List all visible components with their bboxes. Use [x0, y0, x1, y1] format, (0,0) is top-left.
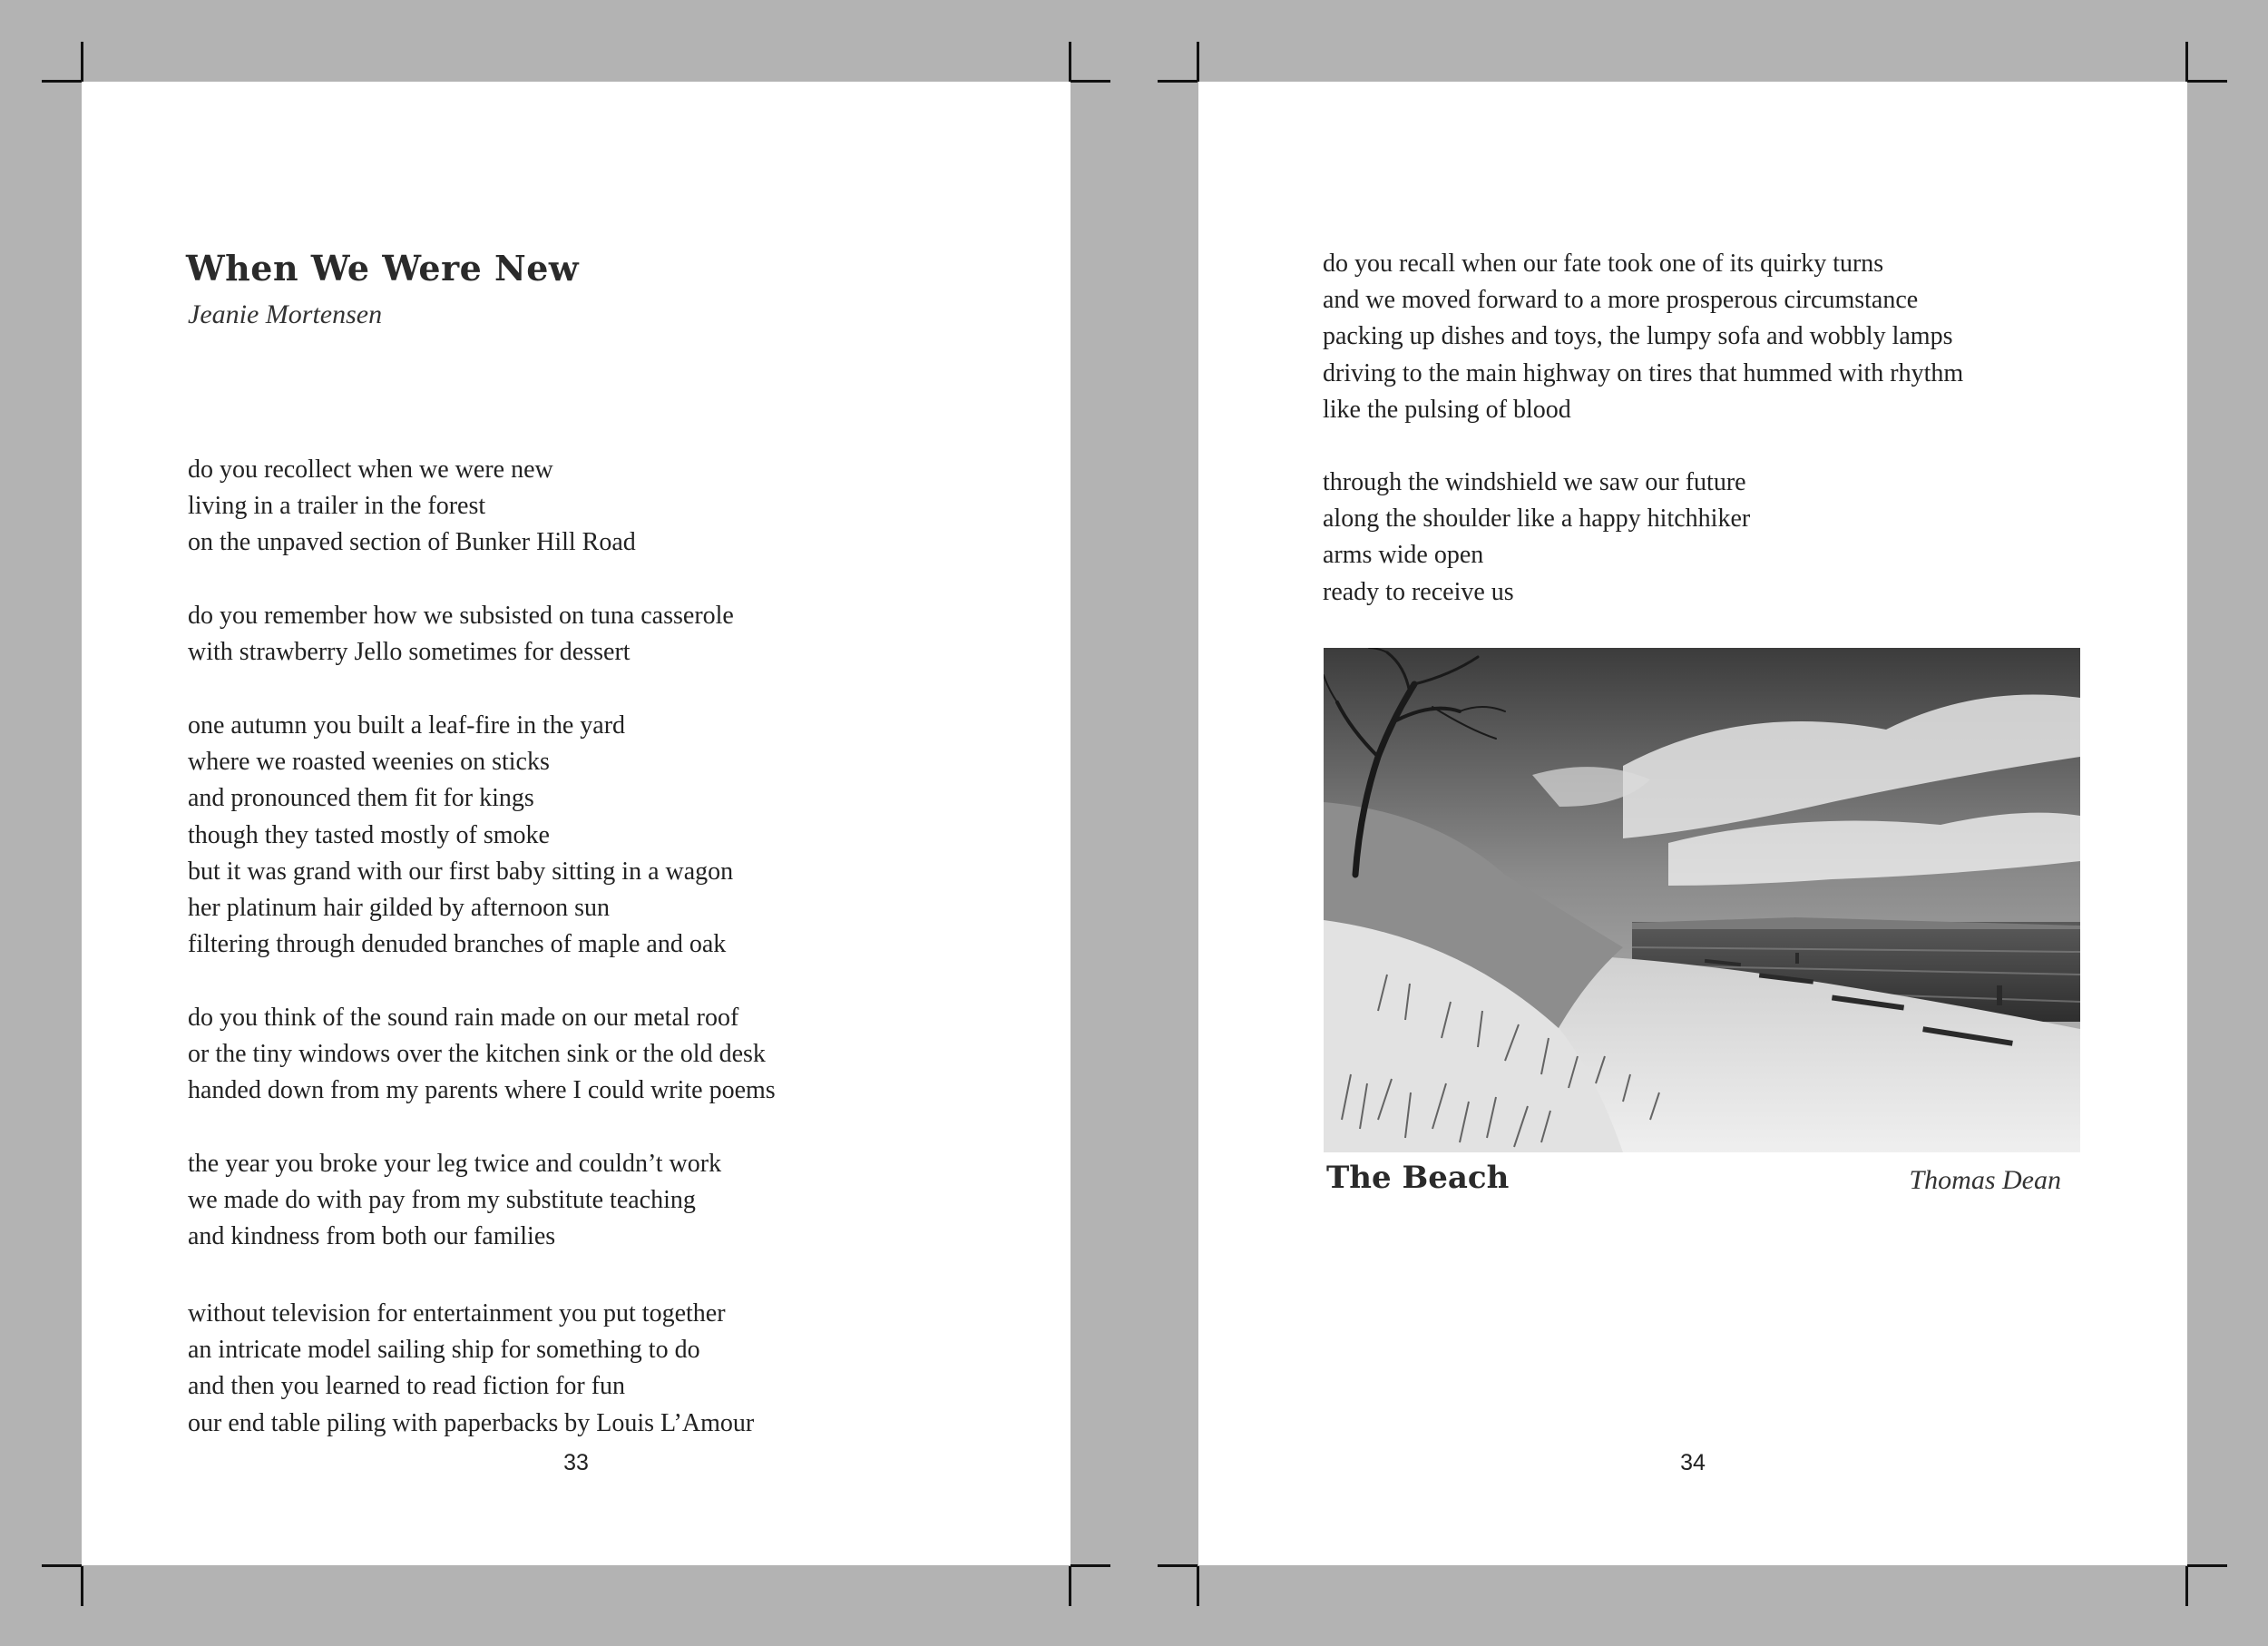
poem-line: where we roasted weenies on sticks [188, 748, 550, 777]
beach-photo [1324, 648, 2080, 1152]
stanza [188, 1146, 721, 1256]
poem-line: and we moved forward to a more prosperous circumstance [1323, 286, 1919, 315]
crop-mark [1197, 42, 1199, 82]
poem-line: handed down from my parents where I could write poems [188, 1076, 776, 1105]
poem-line: driving to the main highway on tires that hummed with rhythm [1323, 358, 1964, 387]
stanza [1323, 465, 1750, 611]
crop-mark [2187, 1564, 2227, 1567]
poem-line: and then you learned to read fiction for fun [188, 1372, 626, 1401]
crop-mark [81, 1566, 83, 1606]
poem-line: and pronounced them fit for kings [188, 784, 534, 813]
poem-author: Jeanie Mortensen [188, 299, 383, 329]
poem-line: ready to receive us [1323, 577, 1514, 606]
crop-mark [42, 80, 82, 83]
poem-line: on the unpaved section of Bunker Hill Road [188, 528, 636, 557]
right-page [1198, 82, 2187, 1565]
poem-line: living in a trailer in the forest [188, 492, 486, 521]
stanza [188, 598, 734, 671]
poem-line: do you think of the sound rain made on our metal roof [188, 1004, 739, 1032]
crop-mark [1070, 1564, 1110, 1567]
photo-title: The Beach [1326, 1160, 1510, 1196]
poem-line: do you remember how we subsisted on tuna casserole [188, 602, 734, 630]
crop-mark [1070, 80, 1110, 83]
crop-mark [2185, 1566, 2188, 1606]
poem-line: do you recollect when we were new [188, 456, 553, 484]
stanza [188, 452, 636, 562]
stanza [188, 708, 733, 963]
photo-credit: Thomas Dean [1909, 1165, 2061, 1195]
crop-mark [42, 1564, 82, 1567]
poem-line: arms wide open [1323, 541, 1484, 570]
poem-line: without television for entertainment you put together [188, 1299, 726, 1328]
poem-line: or the tiny windows over the kitchen sink or the old desk [188, 1040, 766, 1069]
poem-line: and kindness from both our families [188, 1222, 556, 1251]
poem-line: along the shoulder like a happy hitchhiker [1323, 505, 1751, 534]
page-number: 34 [1680, 1450, 1706, 1475]
poem-line: with strawberry Jello sometimes for dessert [188, 638, 631, 667]
poem-line: though they tasted mostly of smoke [188, 820, 550, 849]
left-page [82, 82, 1070, 1565]
crop-mark [1158, 1564, 1198, 1567]
stanza [188, 1000, 776, 1110]
crop-mark [2185, 42, 2188, 82]
poem-line: like the pulsing of blood [1323, 395, 1571, 424]
poem-line: packing up dishes and toys, the lumpy sofa and wobbly lamps [1323, 322, 1953, 351]
crop-mark [1069, 42, 1071, 82]
crop-mark [2187, 80, 2227, 83]
crop-mark [1158, 80, 1198, 83]
poem-line: the year you broke your leg twice and couldn’t work [188, 1150, 722, 1178]
poem-line: filtering through denuded branches of maple and oak [188, 930, 727, 959]
poem-line: our end table piling with paperbacks by Louis L’Amour [188, 1408, 755, 1437]
stanza [1323, 246, 1963, 428]
poem-line: we made do with pay from my substitute teaching [188, 1186, 696, 1215]
stanza [188, 1296, 754, 1442]
crop-mark [1197, 1566, 1199, 1606]
crop-mark [1069, 1566, 1071, 1606]
poem-line: her platinum hair gilded by afternoon sun [188, 894, 610, 923]
poem-line: one autumn you built a leaf-fire in the yard [188, 711, 626, 740]
poem-line: an intricate model sailing ship for something to do [188, 1336, 700, 1365]
poem-line: but it was grand with our first baby sitting in a wagon [188, 857, 734, 886]
poem-line: through the windshield we saw our future [1323, 468, 1746, 496]
crop-mark [81, 42, 83, 82]
poem-line: do you recall when our fate took one of its quirky turns [1323, 250, 1884, 278]
poem-title: When We Were New [186, 248, 580, 289]
page-number: 33 [563, 1450, 589, 1475]
